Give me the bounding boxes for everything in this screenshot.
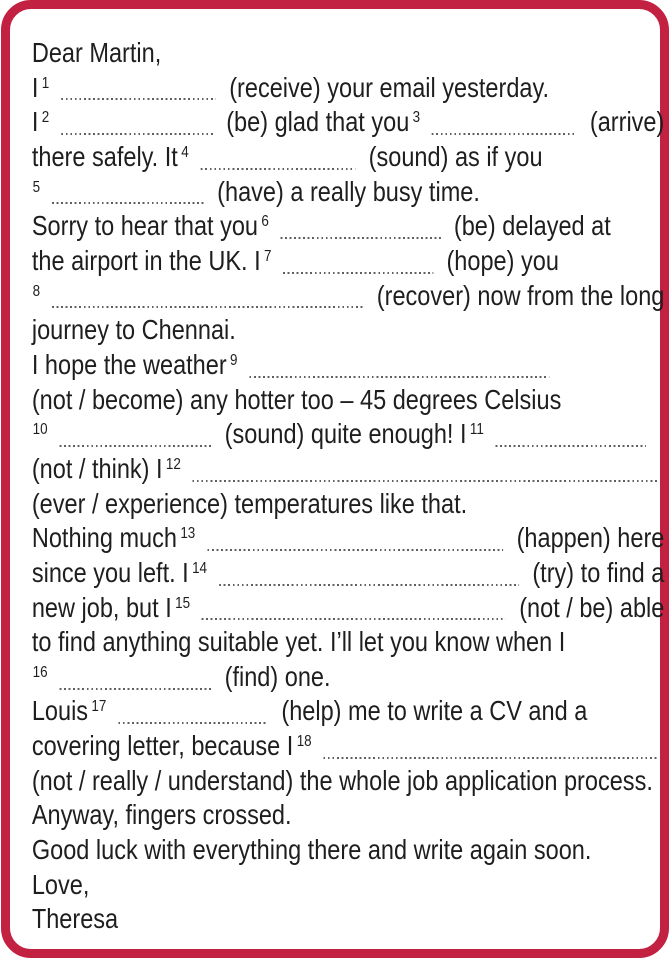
text-run: there safely. It	[31, 140, 178, 172]
text-run: the airport in the UK. I	[31, 244, 261, 276]
text-run: I hope the weather	[31, 348, 227, 380]
text-run: Good luck with everything there and write again soon.	[31, 834, 592, 866]
answer-blank[interactable]	[61, 132, 213, 135]
text-run: (be) glad that you	[219, 106, 410, 138]
letter-line-2: I 1 (receive) your email yesterday.	[32, 71, 665, 106]
letter-line-9	[32, 313, 665, 348]
answer-blank[interactable]	[249, 375, 549, 378]
text-run: (not / think) I	[31, 452, 163, 484]
text-run: (try) to find a	[525, 556, 665, 588]
text-run: to find anything suitable yet. I’ll let you know when I	[31, 626, 566, 658]
text-run: (sound) as if you	[362, 140, 543, 172]
text-run: (find) one.	[218, 660, 331, 692]
text-run: (arrive)	[583, 106, 665, 138]
answer-blank[interactable]	[496, 444, 646, 447]
text-run: (be) delayed at	[447, 210, 611, 242]
text-run: since you left. I	[31, 556, 189, 588]
answer-blank[interactable]	[323, 756, 657, 759]
text-run: (happen) here	[510, 522, 665, 554]
text-run: (have) a really busy time.	[210, 175, 480, 207]
answer-blank[interactable]	[193, 479, 658, 482]
text-run: (recover) now from the long	[370, 279, 665, 311]
answer-blank[interactable]	[207, 548, 503, 551]
letter-line-13: (not / think) I 12	[32, 452, 665, 487]
answer-blank[interactable]	[200, 167, 355, 170]
letter-line-15: Nothing much 13 (happen) here	[32, 521, 665, 556]
letter-line-17: new job, but I 15 (not / be) able	[32, 591, 665, 626]
answer-blank[interactable]	[59, 444, 211, 447]
letter-line-10: I hope the weather 9	[32, 348, 665, 383]
letter-line-5: 5 (have) a really busy time.	[32, 175, 665, 210]
text-run: Anyway, fingers crossed.	[31, 799, 292, 831]
letter-line-3: I 2 (be) glad that you 3 (arrive)	[32, 105, 665, 140]
letter-line-14	[32, 487, 665, 522]
letter-line-26	[32, 902, 665, 937]
text-run: Dear Martin,	[31, 37, 162, 68]
letter-line-25	[32, 868, 665, 903]
letter-line-16: since you left. I 14 (try) to find a	[32, 556, 665, 591]
letter-line-19: 16 (find) one.	[32, 660, 665, 695]
letter-line-18	[32, 625, 665, 660]
answer-blank[interactable]	[432, 132, 577, 135]
answer-blank[interactable]	[52, 306, 364, 309]
answer-blank[interactable]	[219, 583, 519, 586]
answer-blank[interactable]	[281, 236, 441, 239]
answer-blank[interactable]	[52, 202, 204, 205]
text-run: (not / be) able	[512, 591, 665, 623]
answer-blank[interactable]	[283, 271, 433, 274]
letter-body	[10, 9, 672, 937]
text-run: I	[31, 106, 39, 138]
text-run: Love,	[31, 868, 90, 900]
letter-line-20: Louis 17 (help) me to write a CV and a	[32, 694, 665, 729]
letter-line-22	[32, 764, 665, 799]
text-run: Nothing much	[31, 522, 177, 554]
worksheet-card	[1, 0, 669, 958]
text-run: Sorry to hear that you	[31, 210, 259, 242]
letter-line-11	[32, 383, 665, 418]
text-run: covering letter, because I	[31, 730, 294, 762]
text-run: (not / really / understand) the whole job application process.	[31, 764, 653, 796]
letter-line-4: there safely. It 4 (sound) as if you	[32, 140, 665, 175]
letter-line-6: Sorry to hear that you 6 (be) delayed at	[32, 209, 665, 244]
answer-blank[interactable]	[61, 98, 216, 101]
text-run: Louis	[31, 695, 89, 727]
text-run: (ever / experience) temperatures like that.	[31, 487, 468, 519]
text-run: (hope) you	[439, 244, 559, 276]
letter-line-1	[32, 36, 665, 71]
text-run: new job, but I	[31, 591, 172, 623]
text-run: journey to Chennai.	[31, 314, 236, 346]
letter-line-24	[32, 833, 665, 868]
letter-line-12: 10 (sound) quite enough! I 11	[32, 417, 665, 452]
text-run: (sound) quite enough! I	[218, 418, 467, 450]
answer-blank[interactable]	[59, 687, 211, 690]
letter-line-23	[32, 798, 665, 833]
text-run: (help) me to write a CV and a	[274, 695, 588, 727]
answer-blank[interactable]	[118, 721, 268, 724]
letter-line-7: the airport in the UK. I 7 (hope) you	[32, 244, 665, 279]
text-run: (not / become) any hotter too – 45 degrees Celsius	[31, 383, 562, 415]
text-run: (receive) your email yesterday.	[222, 71, 550, 103]
answer-blank[interactable]	[202, 618, 506, 621]
letter-line-21: covering letter, because I 18	[32, 729, 665, 764]
text-run: I	[31, 71, 39, 103]
text-run: Theresa	[31, 903, 119, 935]
letter-line-8: 8 (recover) now from the long	[32, 279, 665, 314]
